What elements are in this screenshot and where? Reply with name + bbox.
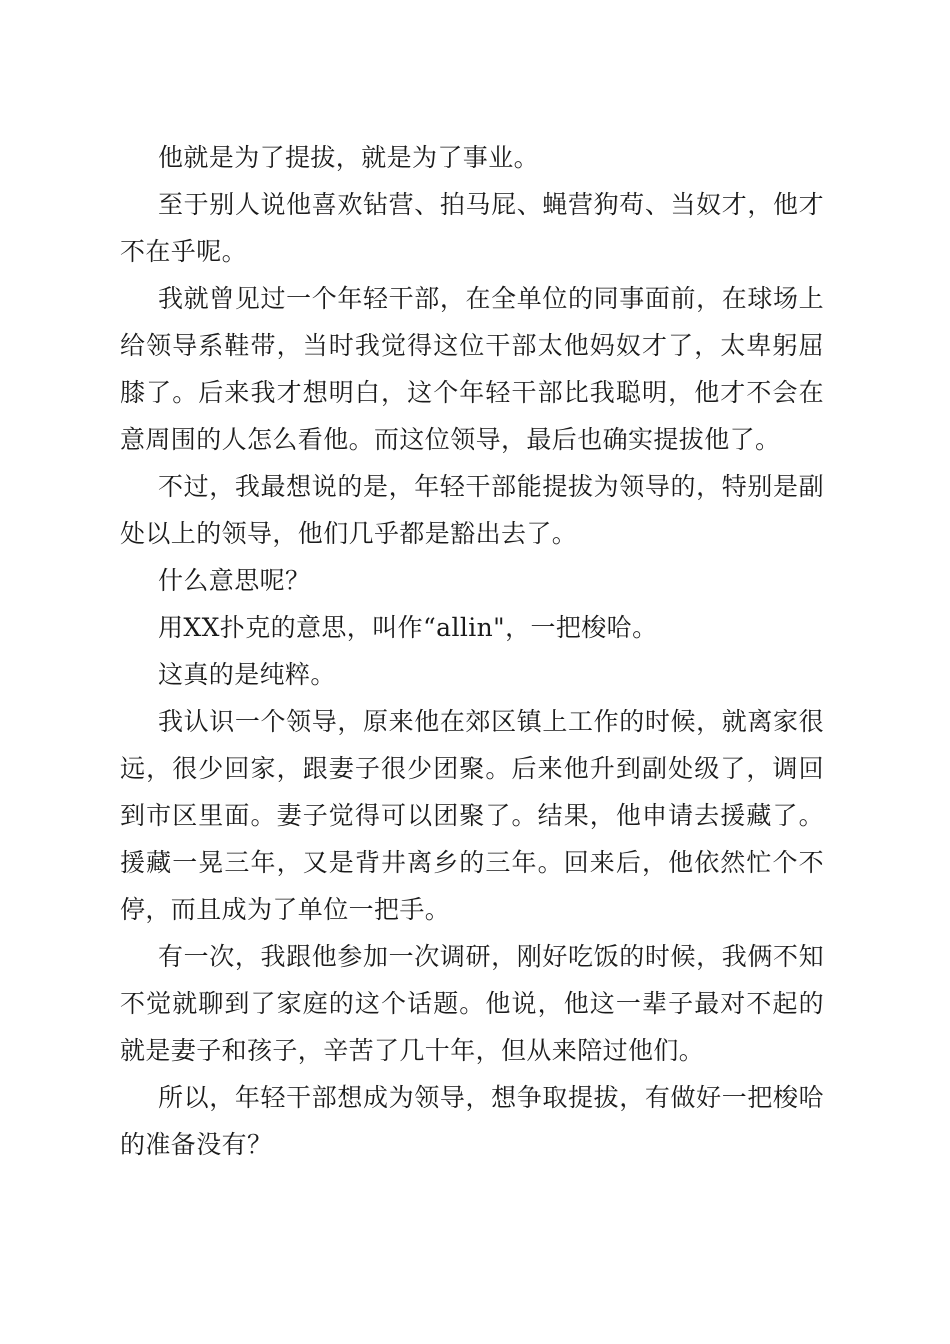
paragraph: 什么意思呢？ [158, 566, 311, 595]
paragraph: 所以，年轻干部想成为领导，想争取提拔，有做好一把梭哈的准备没有？ [120, 1083, 824, 1159]
paragraph: 我认识一个领导，原来他在郊区镇上工作的时候，就离家很远，很少回家，跟妻子很少团聚。后来他升到副处级了，调回到市区里面。妻子觉得可以团聚了。结果，他申请去援藏了。援藏一晃三年，又是背井离乡的三年。回来后，他依然忙个不停，而且成为了单位一把手。 [120, 707, 824, 924]
document-body [120, 134, 824, 1168]
paragraph: 这真的是纯粹。 [158, 660, 336, 689]
paragraph: 他就是为了提拔，就是为了事业。 [158, 143, 540, 172]
paragraph: 用XX扑克的意思，叫作“allin"，一把梭哈。 [158, 613, 658, 642]
paragraph: 至于别人说他喜欢钻营、拍马屁、蝇营狗苟、当奴才，他才不在乎呢。 [120, 190, 824, 266]
paragraph: 不过，我最想说的是，年轻干部能提拔为领导的，特别是副处以上的领导，他们几乎都是豁出去了。 [120, 472, 824, 548]
paragraph: 有一次，我跟他参加一次调研，刚好吃饭的时候，我俩不知不觉就聊到了家庭的这个话题。他说，他这一辈子最对不起的就是妻子和孩子，辛苦了几十年，但从来陪过他们。 [120, 942, 824, 1065]
paragraph: 我就曾见过一个年轻干部，在全单位的同事面前，在球场上给领导系鞋带，当时我觉得这位干部太他妈奴才了，太卑躬屈膝了。后来我才想明白，这个年轻干部比我聪明，他才不会在意周围的人怎么看他。而这位领导，最后也确实提拔他了。 [120, 284, 824, 454]
